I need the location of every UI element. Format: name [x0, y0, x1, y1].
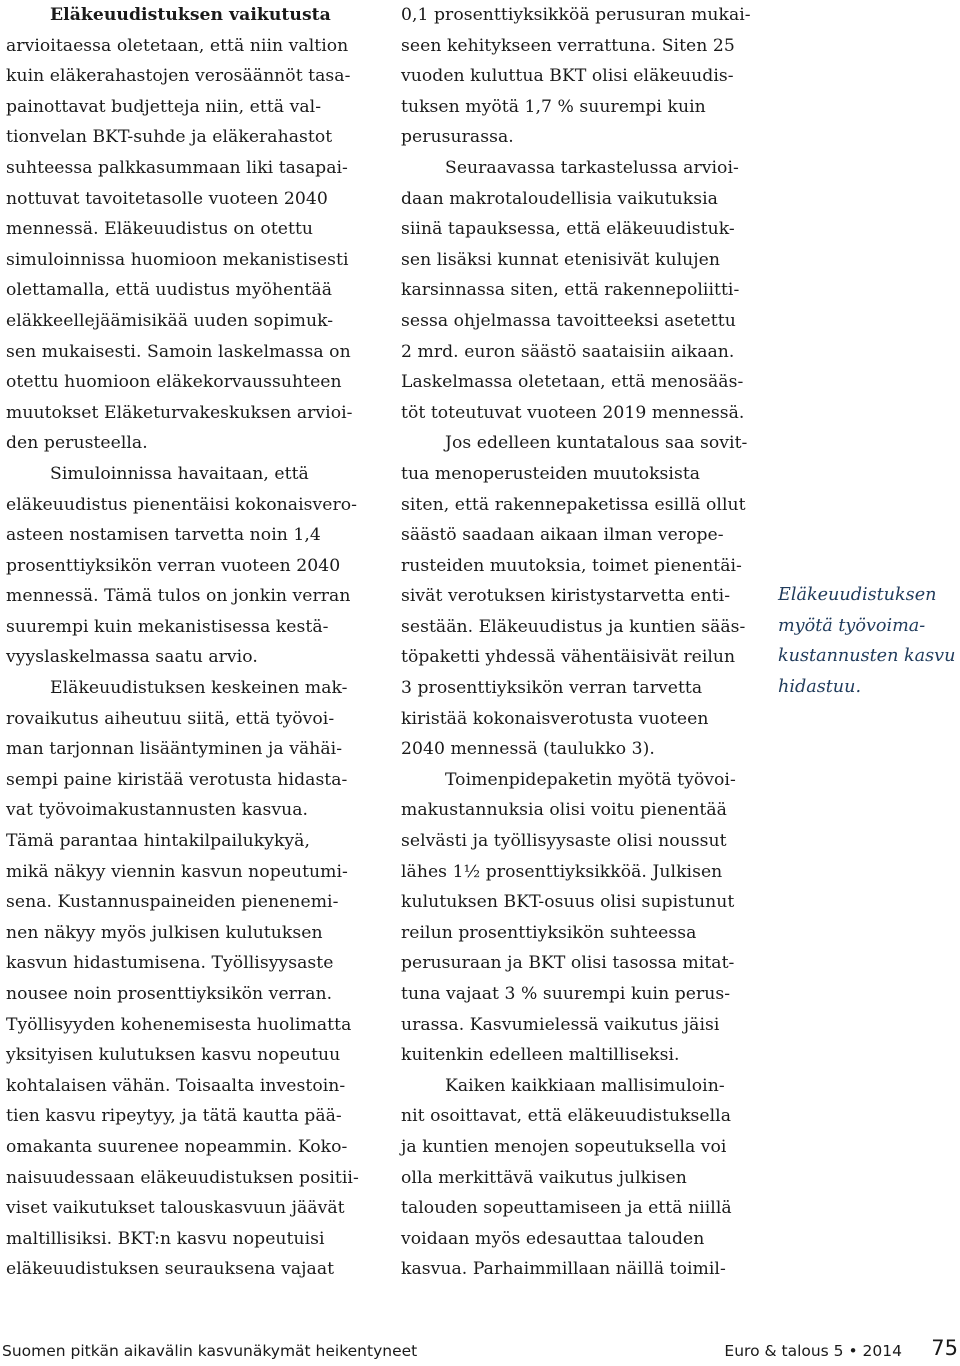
- sidebar-note: [778, 580, 958, 702]
- text-line: den perusteella.: [6, 433, 148, 454]
- text-line: sen lisäksi kunnat etenisivät kulujen: [401, 249, 720, 270]
- text-line: selvästi ja työllisyysaste olisi noussut: [401, 831, 727, 852]
- text-line: töt toteutuvat vuoteen 2019 mennessä.: [401, 402, 745, 423]
- text-line: kuitenkin edelleen maltilliseksi.: [401, 1045, 680, 1066]
- sidebar-note-line: kustannusten kasvu: [778, 646, 956, 667]
- text-line: maltillisiksi. BKT:n kasvu nopeutuisi: [6, 1228, 325, 1249]
- text-line: sivät verotuksen kiristystarvetta enti-: [401, 586, 731, 607]
- text-line: rovaikutus aiheutuu siitä, että työvoi-: [6, 708, 335, 729]
- text-line: Laskelmassa oletetaan, että menosääs-: [401, 372, 744, 393]
- text-line: Seuraavassa tarkastelussa arvioi-: [445, 157, 739, 178]
- text-line: mennessä. Eläkeuudistus on otettu: [6, 219, 314, 240]
- text-line: nottuvat tavoitetasolle vuoteen 2040: [6, 188, 328, 209]
- text-line: Tämä parantaa hintakilpailukykyä,: [6, 831, 310, 852]
- text-line: urassa. Kasvumielessä vaikutus jäisi: [401, 1014, 720, 1035]
- text-line: simuloinnissa huomioon mekanistisesti: [6, 249, 349, 270]
- text-line: muutokset Eläketurvakeskuksen arvioi-: [6, 402, 353, 423]
- text-line: naisuudessaan eläkeuudistuksen positii-: [6, 1167, 359, 1188]
- text-line: sessa ohjelmassa tavoitteeksi asetettu: [401, 310, 736, 331]
- text-line: Jos edelleen kuntatalous saa sovit-: [445, 433, 748, 454]
- text-line: tua menoperusteiden muutoksista: [401, 463, 701, 484]
- text-line: sestään. Eläkeuudistus ja kuntien sääs-: [401, 616, 746, 637]
- text-line: siinä tapauksessa, että eläkeuudistuk-: [401, 219, 735, 240]
- text-line: otettu huomioon eläkekorvaussuhteen: [6, 372, 342, 393]
- text-line: suurempi kuin mekanistisessa kestä-: [6, 616, 329, 637]
- text-line: säästö saadaan aikaan ilman verope-: [401, 525, 724, 546]
- text-line: daan makrotaloudellisia vaikutuksia: [401, 188, 718, 209]
- text-line: mikä näkyy viennin kasvun nopeutumi-: [6, 861, 348, 882]
- text-line: tionvelan BKT-suhde ja eläkerahastot: [6, 127, 333, 148]
- text-line: seen kehitykseen verrattuna. Siten 25: [401, 35, 735, 56]
- text-line: reilun prosenttiyksikön suhteessa: [401, 922, 697, 943]
- text-line: kulutuksen BKT-osuus olisi supistunut: [401, 892, 735, 913]
- left-column: [6, 0, 378, 1285]
- text-line: makustannuksia olisi voitu pienentää: [401, 800, 727, 821]
- text-line: kiristää kokonaisverotusta vuoteen: [401, 708, 709, 729]
- text-line: viset vaikutukset talouskasvuun jäävät: [6, 1198, 345, 1219]
- text-line: lähes 1½ prosenttiyksikköä. Julkisen: [401, 861, 723, 882]
- text-line: vat työvoimakustannusten kasvua.: [6, 800, 309, 821]
- text-line: töpaketti yhdessä vähentäisivät reilun: [401, 647, 736, 668]
- text-line: 2 mrd. euron säästö saataisiin aikaan.: [401, 341, 735, 362]
- text-line: mennessä. Tämä tulos on jonkin verran: [6, 586, 351, 607]
- text-line: kuin eläkerahastojen verosäännöt tasa-: [6, 66, 351, 87]
- page-number: 75: [931, 1336, 958, 1360]
- text-line: omakanta suurenee nopeammin. Koko-: [6, 1136, 348, 1157]
- text-line: tuksen myötä 1,7 % suurempi kuin: [401, 96, 706, 117]
- text-line: Eläkeuudistuksen keskeinen mak-: [50, 678, 348, 699]
- text-line: voidaan myös edesauttaa talouden: [401, 1228, 705, 1249]
- text-line: yksityisen kulutuksen kasvu nopeutuu: [6, 1045, 341, 1066]
- text-line: nit osoittavat, että eläkeuudistuksella: [401, 1106, 732, 1127]
- running-title: Suomen pitkän aikavälin kasvunäkymät heikentyneet: [2, 1342, 418, 1360]
- text-line: kasvua. Parhaimmillaan näillä toimil-: [401, 1259, 726, 1280]
- text-line: 2040 mennessä (taulukko 3).: [401, 739, 655, 760]
- text-line: 0,1 prosenttiyksikköä perusuran mukai-: [401, 5, 751, 25]
- sidebar-note-line: hidastuu.: [778, 676, 862, 697]
- text-line: talouden sopeuttamiseen ja että niillä: [401, 1198, 732, 1219]
- text-line: eläkeuudistus pienentäisi kokonaisvero-: [6, 494, 357, 515]
- text-line: man tarjonnan lisääntyminen ja vähäi-: [6, 739, 343, 760]
- text-line: tuna vajaat 3 % suurempi kuin perus-: [401, 984, 731, 1004]
- text-line: prosenttiyksikön verran vuoteen 2040: [6, 555, 341, 576]
- text-line: karsinnassa siten, että rakennepoliitti-: [401, 280, 740, 301]
- text-line: nousee noin prosenttiyksikön verran.: [6, 984, 333, 1004]
- text-line: Simuloinnissa havaitaan, että: [50, 463, 309, 484]
- text-line: asteen nostamisen tarvetta noin 1,4: [6, 525, 321, 546]
- text-line: Työllisyyden kohenemisesta huolimatta: [6, 1014, 352, 1035]
- text-line: sen mukaisesti. Samoin laskelmassa on: [6, 341, 351, 362]
- text-line: perusuraan ja BKT olisi tasossa mitat-: [401, 953, 735, 974]
- publication-info: Euro & talous 5 • 2014: [724, 1342, 902, 1360]
- text-line: siten, että rakennepaketissa esillä ollut: [401, 494, 746, 515]
- page-footer: [0, 1336, 960, 1366]
- text-line: suhteessa palkkasummaan liki tasapai-: [6, 157, 348, 178]
- text-line: tien kasvu ripeytyy, ja tätä kautta pää-: [6, 1106, 342, 1127]
- text-line: Kaiken kaikkiaan mallisimuloin-: [445, 1075, 725, 1096]
- section-heading: Eläkeuudistuksen vaikutusta: [50, 5, 331, 25]
- text-line: arvioitaessa oletetaan, että niin valtion: [6, 35, 349, 56]
- text-line: vyyslaskelmassa saatu arvio.: [6, 647, 258, 668]
- text-line: kohtalaisen vähän. Toisaalta investoin-: [6, 1075, 346, 1096]
- text-line: vuoden kuluttua BKT olisi eläkeuudis-: [401, 66, 734, 87]
- text-line: painottavat budjetteja niin, että val-: [6, 96, 322, 117]
- sidebar-note-line: myötä työvoima-: [778, 615, 926, 636]
- text-line: eläkkeellejäämisikää uuden sopimuk-: [6, 310, 334, 331]
- text-line: 3 prosenttiyksikön verran tarvetta: [401, 678, 703, 699]
- text-line: nen näkyy myös julkisen kulutuksen: [6, 922, 323, 943]
- text-line: rusteiden muutoksia, toimet pienentäi-: [401, 555, 742, 576]
- text-line: sena. Kustannuspaineiden pienenemi-: [6, 892, 339, 913]
- middle-column: [401, 0, 773, 1285]
- text-line: Toimenpidepaketin myötä työvoi-: [445, 769, 736, 790]
- text-line: ja kuntien menojen sopeutuksella voi: [401, 1136, 727, 1157]
- sidebar-note-line: Eläkeuudistuksen: [778, 585, 937, 605]
- text-line: olettamalla, että uudistus myöhentää: [6, 280, 333, 301]
- text-line: kasvun hidastumisena. Työllisyysaste: [6, 953, 334, 974]
- text-line: eläkeuudistuksen seurauksena vajaat: [6, 1259, 335, 1280]
- text-line: sempi paine kiristää verotusta hidasta-: [6, 769, 348, 790]
- text-line: olla merkittävä vaikutus julkisen: [401, 1167, 687, 1188]
- text-line: perusurassa.: [401, 127, 514, 148]
